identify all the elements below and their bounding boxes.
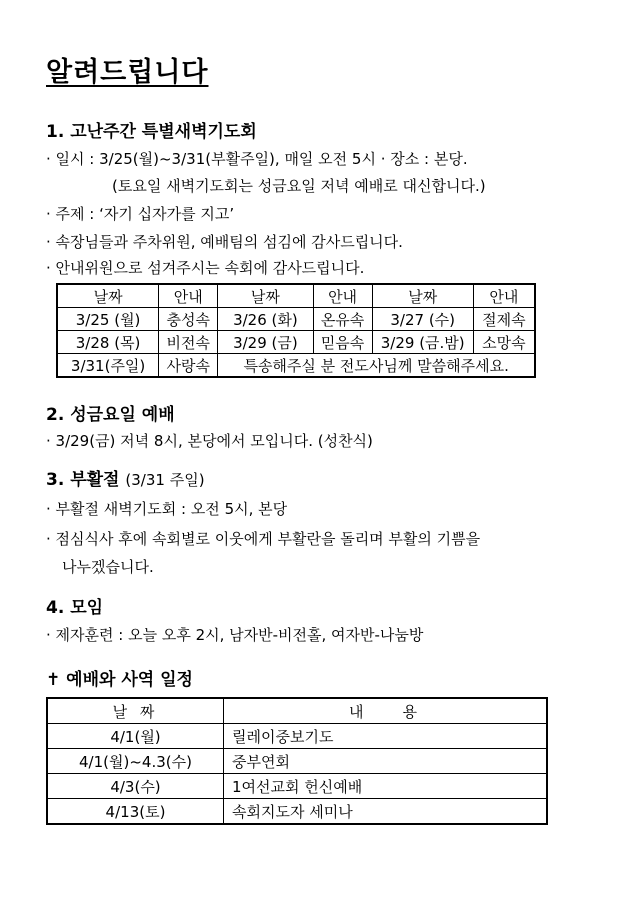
header-date: 날 짜 [47,698,224,724]
page-title: 알려드립니다 [46,57,209,88]
section-3-date: (3/31 주일) [125,471,205,489]
table-cell: 비전속 [159,331,218,354]
header-cell: 안내 [159,284,218,308]
s3-lunch-line-cont: 나누겠습니다. [62,558,154,576]
header-cell: 날짜 [218,284,313,308]
table-cell: 3/26 (화) [218,308,313,331]
s4-line: · 제자훈련 : 오늘 오후 2시, 남자반-비전홀, 여자반-나눔방 [46,626,424,644]
schedule-date: 4/1(월) [47,724,224,749]
table-row [47,774,547,799]
s1-schedule-line: · 일시 : 3/25(월)~3/31(부활주일), 매일 오전 5시 · 장소 : 본당. [46,150,468,168]
table-row [57,354,535,378]
schedule-content: 1여선교회 헌신예배 [224,774,548,799]
header-cell: 안내 [313,284,372,308]
s2-line: · 3/29(금) 저녁 8시, 본당에서 모입니다. (성찬식) [46,432,373,450]
header-cell: 안내 [473,284,535,308]
header-content-label: 내 용 [348,702,422,721]
guide-table-header [57,284,535,308]
schedule-content: 중부연회 [224,749,548,774]
schedule-date: 4/1(월)~4.3(수) [47,749,224,774]
table-cell: 3/31(주일) [57,354,159,378]
schedule-table-header [47,698,547,724]
schedule-date: 4/3(수) [47,774,224,799]
table-row [47,724,547,749]
section-4-heading: 4. 모임 [46,598,104,618]
table-cell: 온유속 [313,308,372,331]
section-3-heading [46,465,205,490]
header-cell: 날짜 [57,284,159,308]
table-row [47,799,547,825]
header-content [224,698,548,724]
table-cell: 3/29 (금.밤) [372,331,473,354]
schedule-date: 4/13(토) [47,799,224,825]
table-cell: 3/28 (목) [57,331,159,354]
section-3-title: 3. 부활절 [46,470,120,490]
table-row [57,308,535,331]
table-cell: 충성속 [159,308,218,331]
table-row [47,749,547,774]
section-2-heading: 2. 성금요일 예배 [46,405,175,425]
schedule-table [46,697,548,825]
table-cell: 사랑속 [159,354,218,378]
s1-thanks-line: · 속장님들과 주차위원, 예배팀의 섬김에 감사드립니다. [46,233,403,251]
header-cell: 날짜 [372,284,473,308]
s1-guide-thanks-line: · 안내위원으로 섬겨주시는 속회에 감사드립니다. [46,259,365,277]
table-cell: 믿음속 [313,331,372,354]
s3-dawn-prayer-line: · 부활절 새벽기도회 : 오전 5시, 본당 [46,500,288,518]
s1-saturday-note: (토요일 새벽기도회는 성금요일 저녁 예배로 대신합니다.) [112,177,486,195]
section-1-heading: 1. 고난주간 특별새벽기도회 [46,122,257,142]
special-song-note: 특송해주실 분 전도사님께 말씀해주세요. [218,354,535,378]
table-cell: 절제속 [473,308,535,331]
guide-table [56,283,536,378]
table-cell: 3/27 (수) [372,308,473,331]
table-cell: 3/29 (금) [218,331,313,354]
table-cell: 소망속 [473,331,535,354]
schedule-content: 릴레이중보기도 [224,724,548,749]
s1-theme-line: · 주제 : ‘자기 십자가를 지고’ [46,205,235,223]
s3-lunch-line: · 점심식사 후에 속회별로 이웃에게 부활란을 돌리며 부활의 기쁨을 [46,530,481,548]
table-row [57,331,535,354]
schedule-content: 속회지도자 세미나 [224,799,548,825]
schedule-heading: ✝ 예배와 사역 일정 [46,670,193,690]
table-cell: 3/25 (월) [57,308,159,331]
